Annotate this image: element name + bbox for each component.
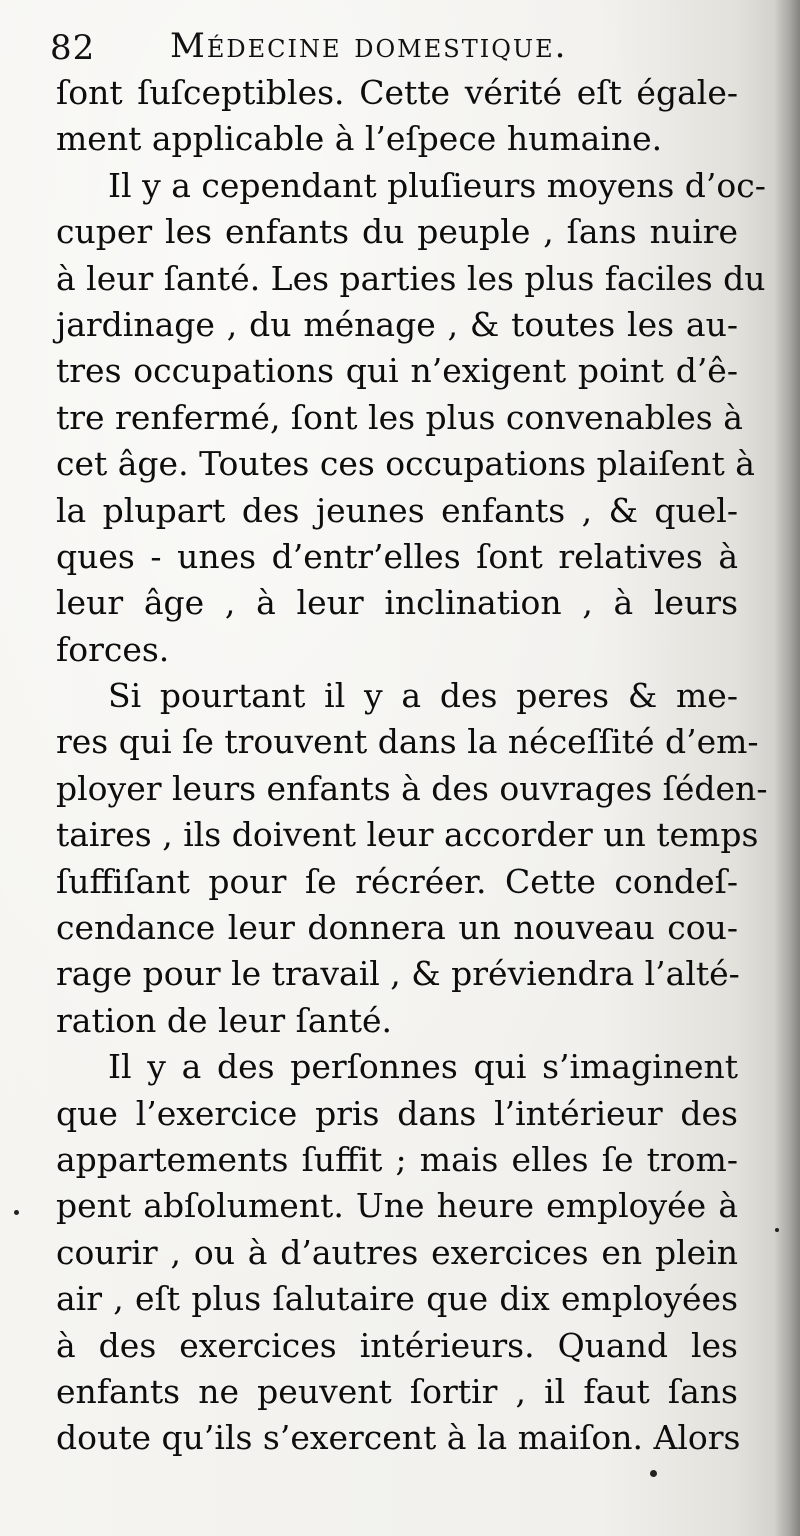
- text-line: rage pour le travail , & préviendra l’alté-: [56, 954, 740, 994]
- text-line: jardinage , du ménage , & toutes les au-: [56, 304, 738, 344]
- text-line: forces.: [56, 629, 170, 669]
- text-line: Il y a cependant pluſieurs moyens d’oc-: [108, 165, 766, 205]
- text-line: air , eſt plus ſalutaire que dix employées: [56, 1279, 738, 1319]
- body-text: [56, 70, 768, 1462]
- text-line: ſuffiſant pour ſe récréer. Cette condeſ-: [56, 861, 738, 901]
- ink-speck: [775, 1228, 779, 1232]
- text-line: appartements ſuffit ; mais elles ſe trom-: [56, 1139, 738, 1179]
- ink-speck: [650, 1470, 657, 1477]
- text-line: à leur ſanté. Les parties les plus faciles du: [56, 258, 766, 298]
- text-line: enfants ne peuvent ſortir , il faut ſans: [56, 1371, 738, 1411]
- page-number: 82: [50, 28, 96, 68]
- text-line: Si pourtant il y a des peres & me-: [108, 676, 738, 716]
- text-line: tre renfermé, ſont les plus convenables à: [56, 397, 743, 437]
- text-line: ques - unes d’entr’elles ſont relatives à: [56, 536, 738, 576]
- text-line: cet âge. Toutes ces occupations plaiſent à: [56, 444, 755, 484]
- page-header: [50, 22, 750, 72]
- text-line: ployer leurs enfants à des ouvrages ſéden-: [56, 768, 768, 808]
- text-line: tres occupations qui n’exigent point d’ê-: [56, 351, 738, 391]
- text-line: cuper les enfants du peuple , ſans nuire: [56, 212, 738, 252]
- ink-speck: [14, 1210, 19, 1215]
- text-line: pent abſolument. Une heure employée à: [56, 1186, 738, 1226]
- text-line: ment applicable à l’eſpece humaine.: [56, 119, 663, 159]
- text-line: cendance leur donnera un nouveau cou-: [56, 908, 738, 948]
- text-line: ration de leur ſanté.: [56, 1000, 393, 1040]
- text-line: ſont ſuſceptibles. Cette vérité eſt égale-: [56, 73, 738, 112]
- text-line: taires , ils doivent leur accorder un temps: [56, 815, 759, 855]
- text-line: que l’exercice pris dans l’intérieur des: [56, 1093, 738, 1133]
- text-line: doute qu’ils s’exercent à la maiſon. Alors: [56, 1418, 741, 1458]
- text-line: Il y a des perſonnes qui s’imaginent: [108, 1047, 738, 1087]
- text-line: à des exercices intérieurs. Quand les: [56, 1325, 738, 1365]
- text-line: courir , ou à d’autres exercices en plein: [56, 1232, 738, 1272]
- text-line: leur âge , à leur inclination , à leurs: [56, 583, 738, 623]
- text-line: la plupart des jeunes enfants , & quel-: [56, 490, 738, 530]
- page-edge-shadow: [774, 0, 800, 1536]
- running-title: Médecine domestique.: [170, 26, 568, 66]
- text-line: res qui ſe trouvent dans la néceſſité d’em-: [56, 722, 759, 762]
